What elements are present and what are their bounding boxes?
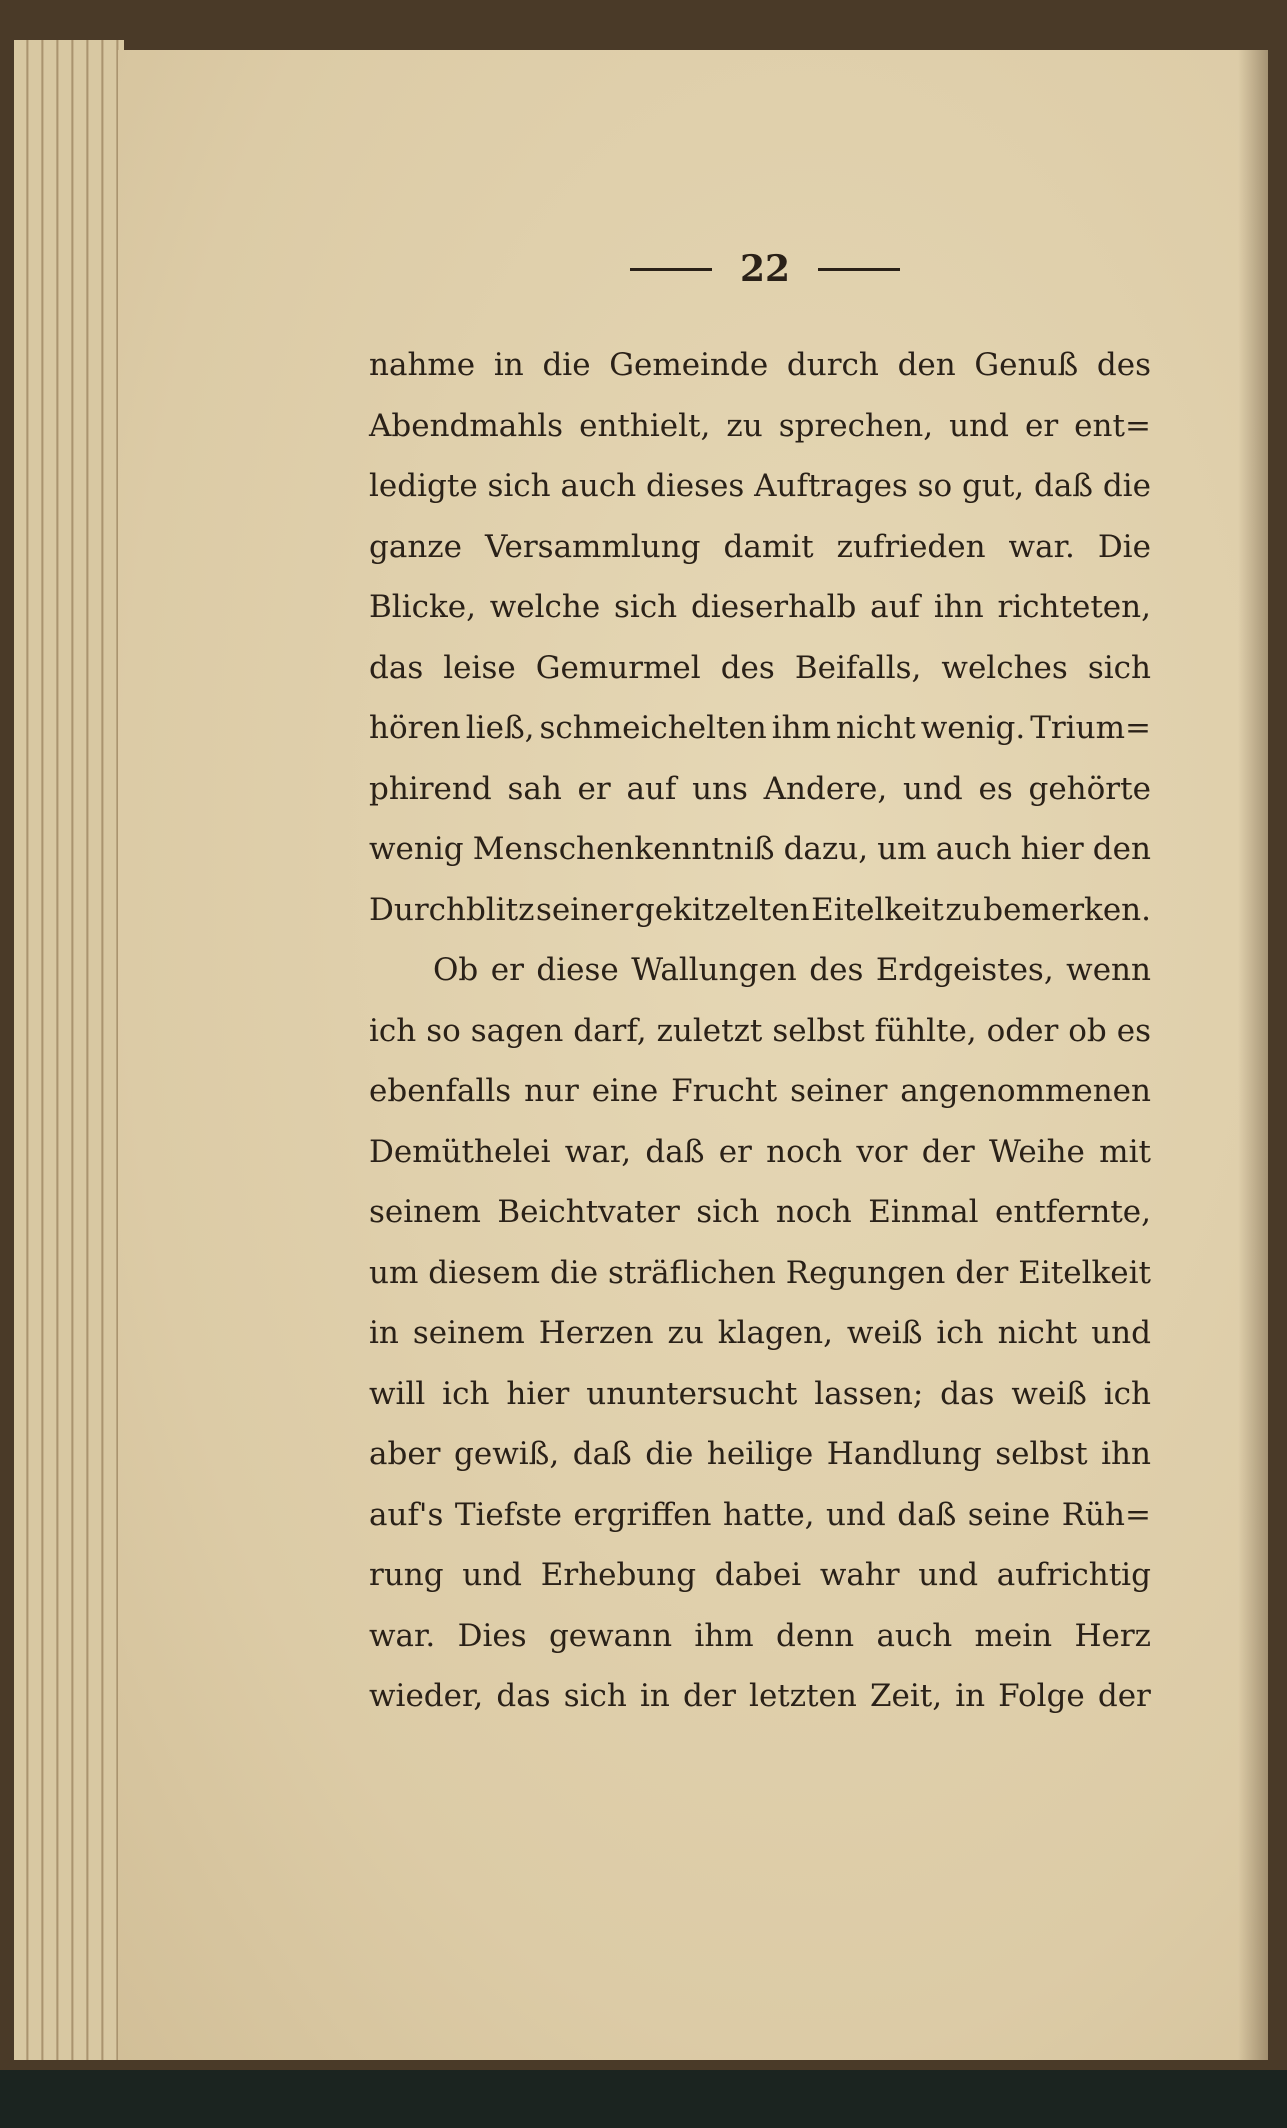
text-line: in seinem Herzen zu klagen, weiß ich nicht und [369, 1315, 1151, 1351]
text-line: ich so sagen darf, zuletzt selbst fühlte, oder ob es [369, 1012, 1151, 1049]
text-line: Blicke, welche sich dieserhalb auf ihn richteten, [369, 589, 1151, 625]
text-line: Ob er diese Wallungen des Erdgeistes, wenn [433, 952, 1151, 988]
text-line: will ich hier ununtersucht lassen; das weiß ich [369, 1375, 1151, 1412]
text-line: Durchblitz seiner gekitzelten Eitelkeit zu bemerken. [369, 891, 1151, 928]
text-line: nahme in die Gemeinde durch den Genuß des [369, 347, 1151, 383]
page-edges [14, 40, 124, 2060]
page-header [615, 248, 915, 290]
body-text [369, 335, 1151, 1727]
text-line: wieder, das sich in der letzten Zeit, in Folge der [369, 1678, 1151, 1714]
text-line: ledigte sich auch dieses Auftrages so gut, daß die [369, 468, 1151, 504]
header-rule-right [818, 268, 900, 271]
text-line: das leise Gemurmel des Beifalls, welches sich [369, 649, 1151, 686]
page-number: 22 [739, 248, 791, 290]
text-line: seinem Beichtvater sich noch Einmal entfernte, [369, 1194, 1151, 1230]
text-line: Demüthelei war, daß er noch vor der Weihe mit [369, 1133, 1151, 1170]
header-rule-left [630, 268, 712, 271]
text-line: rung und Erhebung dabei wahr und aufrichtig [369, 1557, 1151, 1593]
text-line: auf's Tiefste ergriffen hatte, und daß seine Rüh= [369, 1496, 1151, 1533]
text-line: um diesem die sträflichen Regungen der Eitelkeit [369, 1254, 1151, 1291]
text-line: ganze Versammlung damit zufrieden war. Die [369, 528, 1151, 565]
text-line: Abendmahls enthielt, zu sprechen, und er ent= [369, 407, 1151, 444]
text-line: phirend sah er auf uns Andere, und es gehörte [369, 770, 1151, 807]
text-line: wenig Menschenkenntniß dazu, um auch hier den [369, 831, 1151, 867]
text-line: war. Dies gewann ihm denn auch mein Herz [369, 1617, 1151, 1654]
text-line: hören ließ, schmeichelten ihm nicht wenig. Trium= [369, 710, 1151, 746]
text-line: aber gewiß, daß die heilige Handlung selbst ihn [369, 1436, 1151, 1472]
page-gutter-shadow [1238, 50, 1268, 2060]
text-line: ebenfalls nur eine Frucht seiner angenommenen [369, 1073, 1151, 1109]
